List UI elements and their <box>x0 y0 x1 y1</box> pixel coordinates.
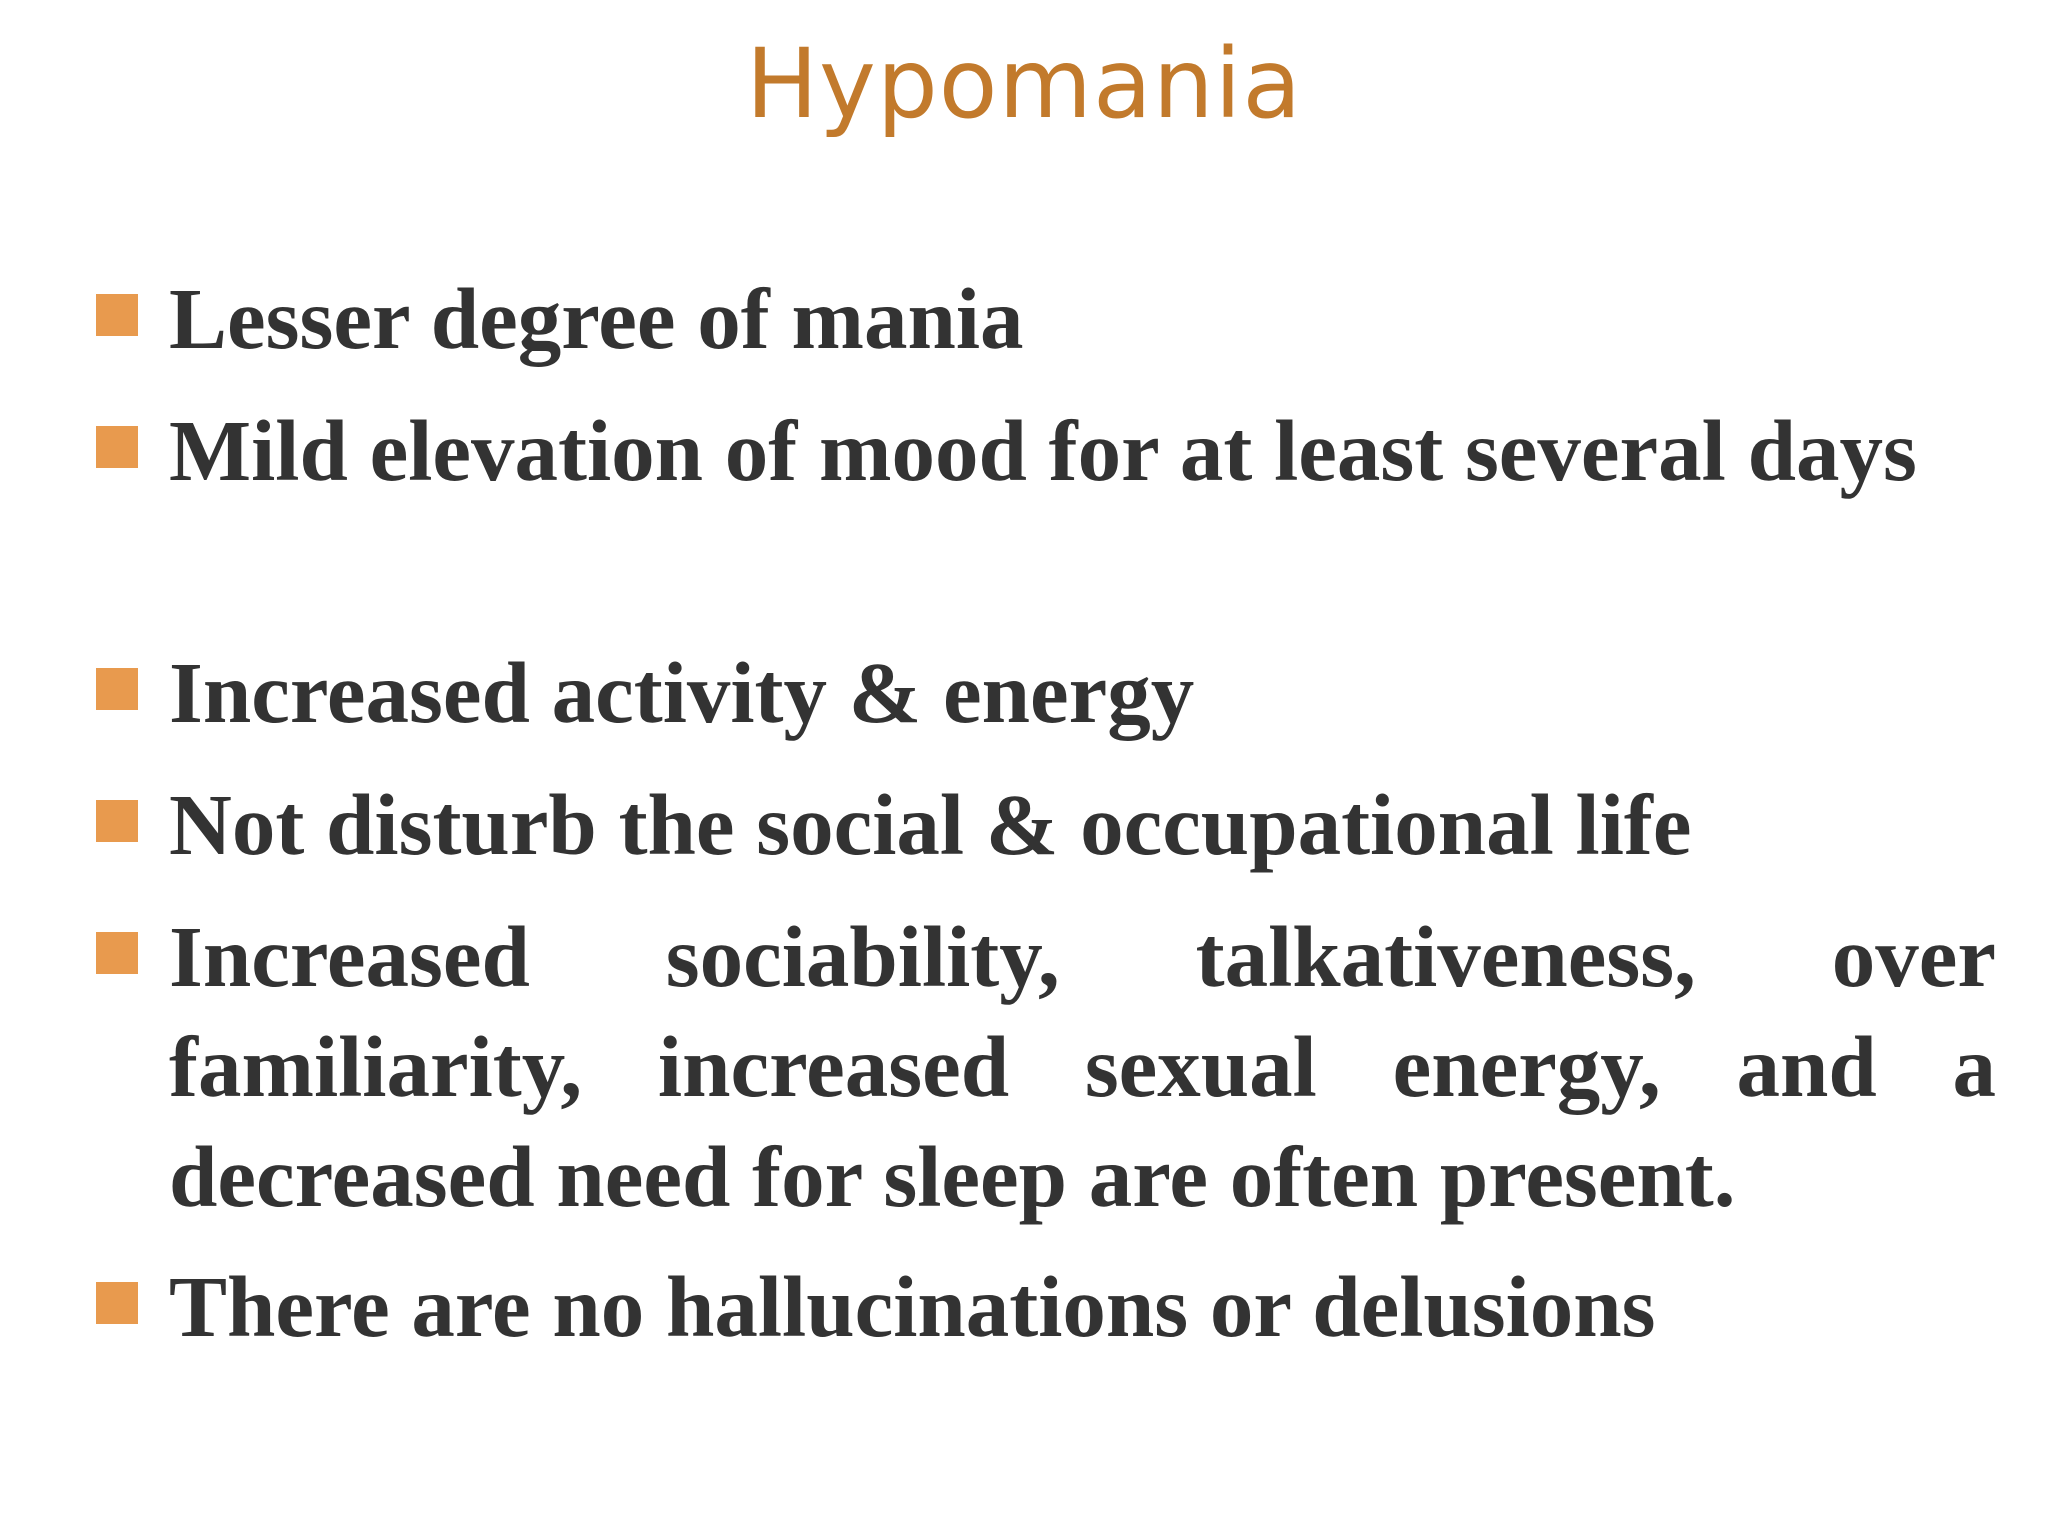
square-bullet-icon <box>96 1282 138 1324</box>
bullet-item <box>96 1252 1996 1362</box>
bullet-text: Increased sociability, talkativeness, over familiarity, increased sexual energy, and a decreased need for sleep are often present. <box>169 908 1996 1225</box>
square-bullet-icon <box>96 426 138 468</box>
bullet-item <box>96 902 1996 1232</box>
square-bullet-icon <box>96 932 138 974</box>
square-bullet-icon <box>96 800 138 842</box>
bullet-text: Increased activity & energy <box>169 644 1195 741</box>
square-bullet-icon <box>96 668 138 710</box>
slide-title: Hypomania <box>745 28 1303 140</box>
square-bullet-icon <box>96 294 138 336</box>
bullet-item <box>96 396 1996 506</box>
bullet-text: Lesser degree of mania <box>169 270 1024 367</box>
bullet-text: Mild elevation of mood for at least several days <box>169 402 1917 499</box>
bullet-item <box>96 264 1996 374</box>
bullet-text: There are no hallucinations or delusions <box>169 1258 1656 1355</box>
bullet-text: Not disturb the social & occupational life <box>169 776 1692 873</box>
bullet-item <box>96 770 1996 880</box>
bullet-item <box>96 638 1996 748</box>
